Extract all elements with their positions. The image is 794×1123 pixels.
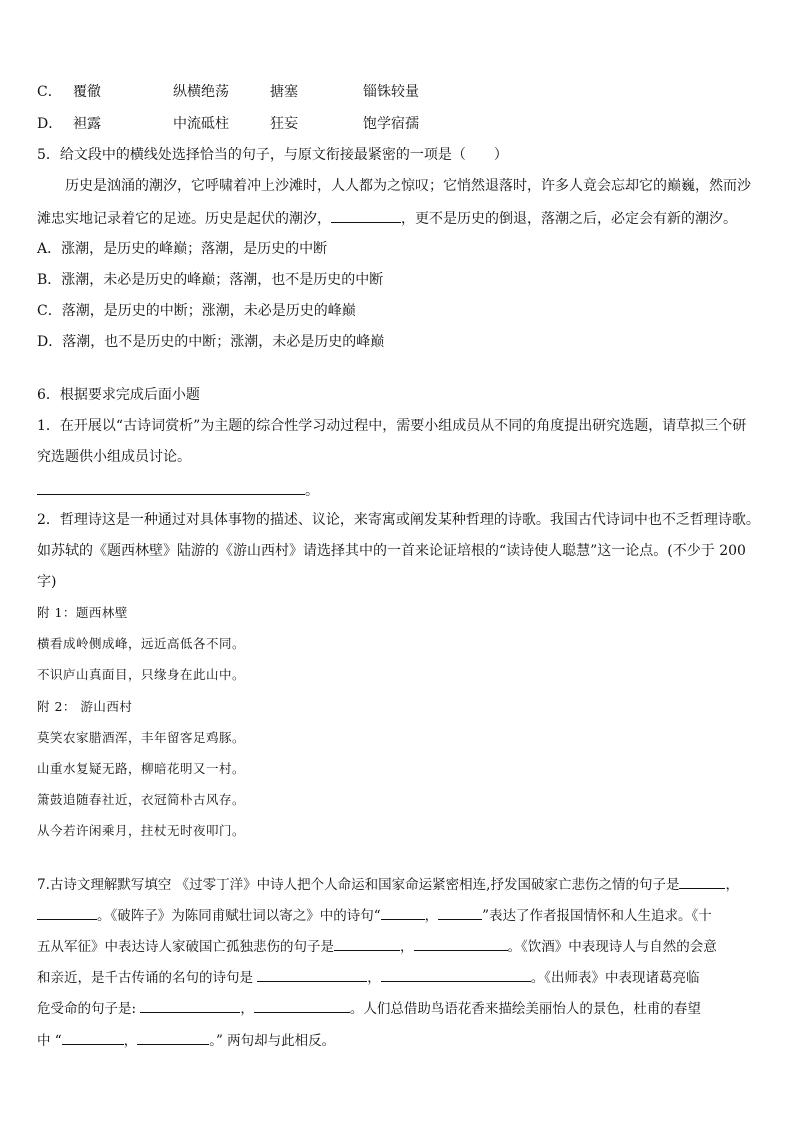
q6-sub2-line: 2．哲理诗这是一种通过对具体事物的描述、议论，来寄寓或阐发某种哲理的诗歌。我国古代诗词中也不乏哲理诗歌。 bbox=[37, 512, 760, 528]
poem-line: 从今若许闲乘月，拄杖无时夜叩门。 bbox=[37, 823, 246, 838]
question-text: ”表达了作者报国情怀和人生追求。《十 bbox=[482, 908, 712, 924]
poem-line: 莫笑农家腊酒浑，丰年留客足鸡豚。 bbox=[37, 730, 246, 745]
q7-line bbox=[37, 936, 717, 956]
q5-paragraph-line bbox=[37, 208, 737, 228]
q7-line bbox=[37, 998, 701, 1018]
answer-blank[interactable] bbox=[140, 998, 240, 1013]
question-text: 。《饮酒》中表现诗人与自然的会意 bbox=[507, 939, 717, 955]
punctuation: ， bbox=[725, 877, 739, 893]
paragraph-text: ，更不是历史的倒退，落潮之后，必定会有新的潮汐。 bbox=[401, 211, 737, 227]
q6-title: 6．根据要求完成后面小题 bbox=[37, 387, 200, 403]
option-word: 饱学宿孺 bbox=[363, 116, 419, 132]
q6-sub2-line: 如苏轼的《题西林壁》陆游的《游山西村》请选择其中的一首来论证培根的“读诗使人聪慧”这一论点。(不少于 200 bbox=[37, 543, 746, 559]
q5-paragraph-line: 历史是汹涌的潮汐，它呼啸着冲上沙滩时，人人都为之惊叹；它悄然退落时，许多人竟会忘却它的巅巍，然而沙 bbox=[65, 178, 751, 194]
answer-blank[interactable] bbox=[438, 905, 482, 920]
q5-option-c: C．落潮，是历史的中断；涨潮，未必是历史的峰巅 bbox=[37, 303, 356, 319]
punctuation: 。 bbox=[305, 483, 319, 499]
question-text: 和亲近，是千古传诵的名句的诗句是 bbox=[37, 970, 258, 986]
q7-line bbox=[37, 874, 739, 894]
punctuation: ， bbox=[400, 939, 414, 955]
punctuation: ， bbox=[123, 1033, 138, 1049]
poem-line: 箫鼓追随春社近，衣冠简朴古风存。 bbox=[37, 792, 246, 807]
q5-option-b: B．涨潮，未必是历史的峰巅；落潮，也不是历史的中断 bbox=[37, 272, 384, 288]
option-word: 袒露 bbox=[73, 116, 101, 132]
answer-blank[interactable] bbox=[37, 480, 305, 495]
option-label: D． bbox=[37, 116, 63, 132]
poem1-title: 附 1：题西林壁 bbox=[37, 605, 128, 620]
answer-blank[interactable] bbox=[257, 967, 367, 982]
question-text: 。人们总借助鸟语花香来描绘美丽怡人的景色，杜甫的春望 bbox=[349, 1001, 701, 1017]
q7-line bbox=[37, 905, 712, 925]
q7-line bbox=[37, 967, 700, 987]
punctuation: ， bbox=[240, 1001, 254, 1017]
answer-blank[interactable] bbox=[254, 998, 350, 1013]
q6-sub1-line: 1．在开展以“古诗词赏析”为主题的综合性学习动过程中，需要小组成员从不同的角度提出研究选题，请草拟三个研 bbox=[37, 418, 747, 434]
question-text: 。《出师表》中表现诸葛亮临 bbox=[530, 970, 700, 986]
question-text: 7.古诗文理解默写填空 《过零丁洋》中诗人把个人命运和国家命运紧密相连,抒发国破家亡悲伤之情的句子是 bbox=[37, 877, 680, 893]
question-text: 五从军征》中表达诗人家破国亡孤独悲伤的句子是 bbox=[37, 939, 334, 955]
answer-blank[interactable] bbox=[381, 905, 425, 920]
answer-blank[interactable] bbox=[679, 874, 725, 889]
q5-option-a: A．涨潮，是历史的峰巅；落潮，是历史的中断 bbox=[37, 241, 328, 257]
option-word: 搪塞 bbox=[270, 84, 298, 100]
q5-option-d: D．落潮，也不是历史的中断；涨潮，未必是历史的峰巅 bbox=[37, 334, 385, 350]
answer-blank[interactable] bbox=[334, 936, 400, 951]
poem-line: 横看成岭侧成峰，远近高低各不同。 bbox=[37, 636, 246, 651]
answer-blank[interactable] bbox=[331, 208, 401, 223]
option-word: 狂妄 bbox=[270, 116, 298, 132]
option-word: 中流砥柱 bbox=[173, 116, 229, 132]
question-text: 。” 两句却与此相反。 bbox=[209, 1033, 336, 1049]
question-text: 中 “ bbox=[37, 1033, 62, 1049]
poem2-title: 附 2： 游山西村 bbox=[37, 699, 133, 714]
option-word: 覆徹 bbox=[73, 84, 101, 100]
answer-blank[interactable] bbox=[414, 936, 508, 951]
paragraph-text: 滩忠实地记录着它的足迹。历史是起伏的潮汐， bbox=[37, 211, 331, 227]
answer-blank[interactable] bbox=[137, 1030, 209, 1045]
q5-stem: 5．给文段中的横线处选择恰当的句子，与原文衔接最紧密的一项是（ ） bbox=[37, 147, 508, 163]
punctuation: ， bbox=[424, 908, 439, 924]
option-word: 锱铢较量 bbox=[363, 84, 419, 100]
punctuation: ， bbox=[367, 970, 381, 986]
answer-blank[interactable] bbox=[381, 967, 531, 982]
question-text: 危受命的句子是: bbox=[37, 1001, 141, 1017]
q4-option-d bbox=[37, 115, 419, 133]
q4-option-c bbox=[37, 83, 419, 101]
option-word: 纵横绝荡 bbox=[173, 84, 229, 100]
poem-line: 山重水复疑无路，柳暗花明又一村。 bbox=[37, 761, 246, 776]
q6-sub2-line: 字) bbox=[37, 574, 57, 590]
poem-line: 不识庐山真面目，只缘身在此山中。 bbox=[37, 667, 246, 682]
answer-blank[interactable] bbox=[62, 1030, 124, 1045]
q7-line bbox=[37, 1030, 335, 1050]
answer-blank[interactable] bbox=[37, 905, 97, 920]
q6-sub1-answer bbox=[37, 480, 319, 500]
question-text: 。《破阵子》为陈同甫赋壮词以寄之》中的诗句“ bbox=[97, 908, 381, 924]
option-label: C． bbox=[37, 84, 62, 100]
q6-sub1-line: 究选题供小组成员讨论。 bbox=[37, 449, 191, 465]
